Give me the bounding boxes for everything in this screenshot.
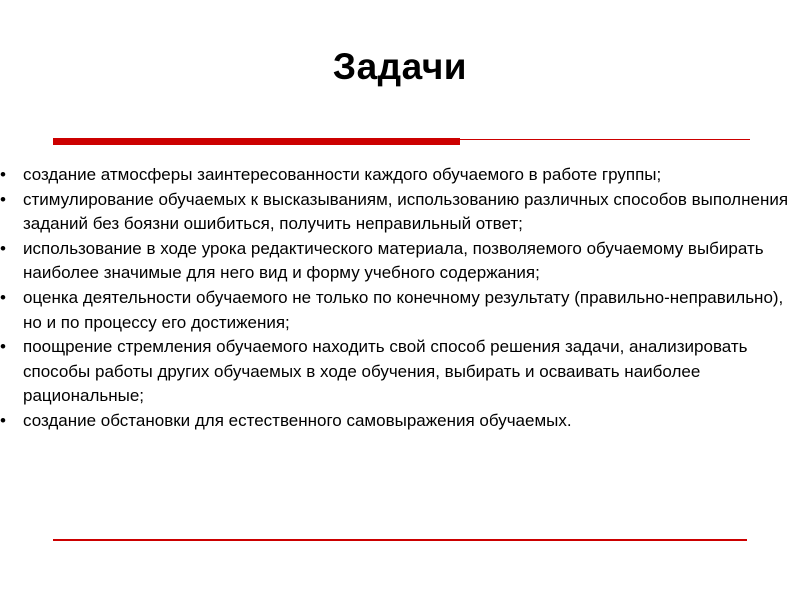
bullet-text: стимулирование обучаемых к высказываниям, использованию различных способов выполнения заданий без боязни ошибиться, получить неправильный ответ;	[23, 189, 789, 234]
bottom-divider	[53, 539, 747, 541]
bullet-item	[0, 237, 798, 286]
bullet-dot: •	[0, 337, 6, 357]
bullet-item	[0, 286, 798, 335]
bullet-item	[0, 188, 798, 237]
title-underline-thin	[460, 139, 750, 140]
bullet-item	[0, 335, 798, 409]
bullet-text: поощрение стремления обучаемого находить свой способ решения задачи, анализировать способы работы других обучаемых в ходе обучения, выбирать и осваивать наиболее рациональные;	[23, 337, 748, 406]
title-underline-thick	[53, 138, 460, 145]
bullet-text: создание обстановки для естественного самовыражения обучаемых.	[23, 410, 572, 430]
bullet-item	[0, 409, 798, 434]
bullet-dot: •	[0, 410, 6, 430]
bullet-dot: •	[0, 287, 6, 307]
bullet-list	[0, 163, 798, 434]
bullet-dot: •	[0, 238, 6, 258]
bullet-text: оценка деятельности обучаемого не только по конечному результату (правильно-неправильно), но и по процессу его достижения;	[23, 287, 784, 332]
bullet-item	[0, 163, 798, 188]
slide-title: Задачи	[332, 46, 468, 87]
bullet-dot: •	[0, 189, 6, 209]
bullet-text: использование в ходе урока редактического материала, позволяемого обучаемому выбирать наиболее значимые для него вид и форму учебного содержания;	[23, 238, 764, 283]
bullet-text: создание атмосферы заинтересованности каждого обучаемого в работе группы;	[23, 165, 662, 184]
bullet-dot: •	[0, 165, 6, 184]
